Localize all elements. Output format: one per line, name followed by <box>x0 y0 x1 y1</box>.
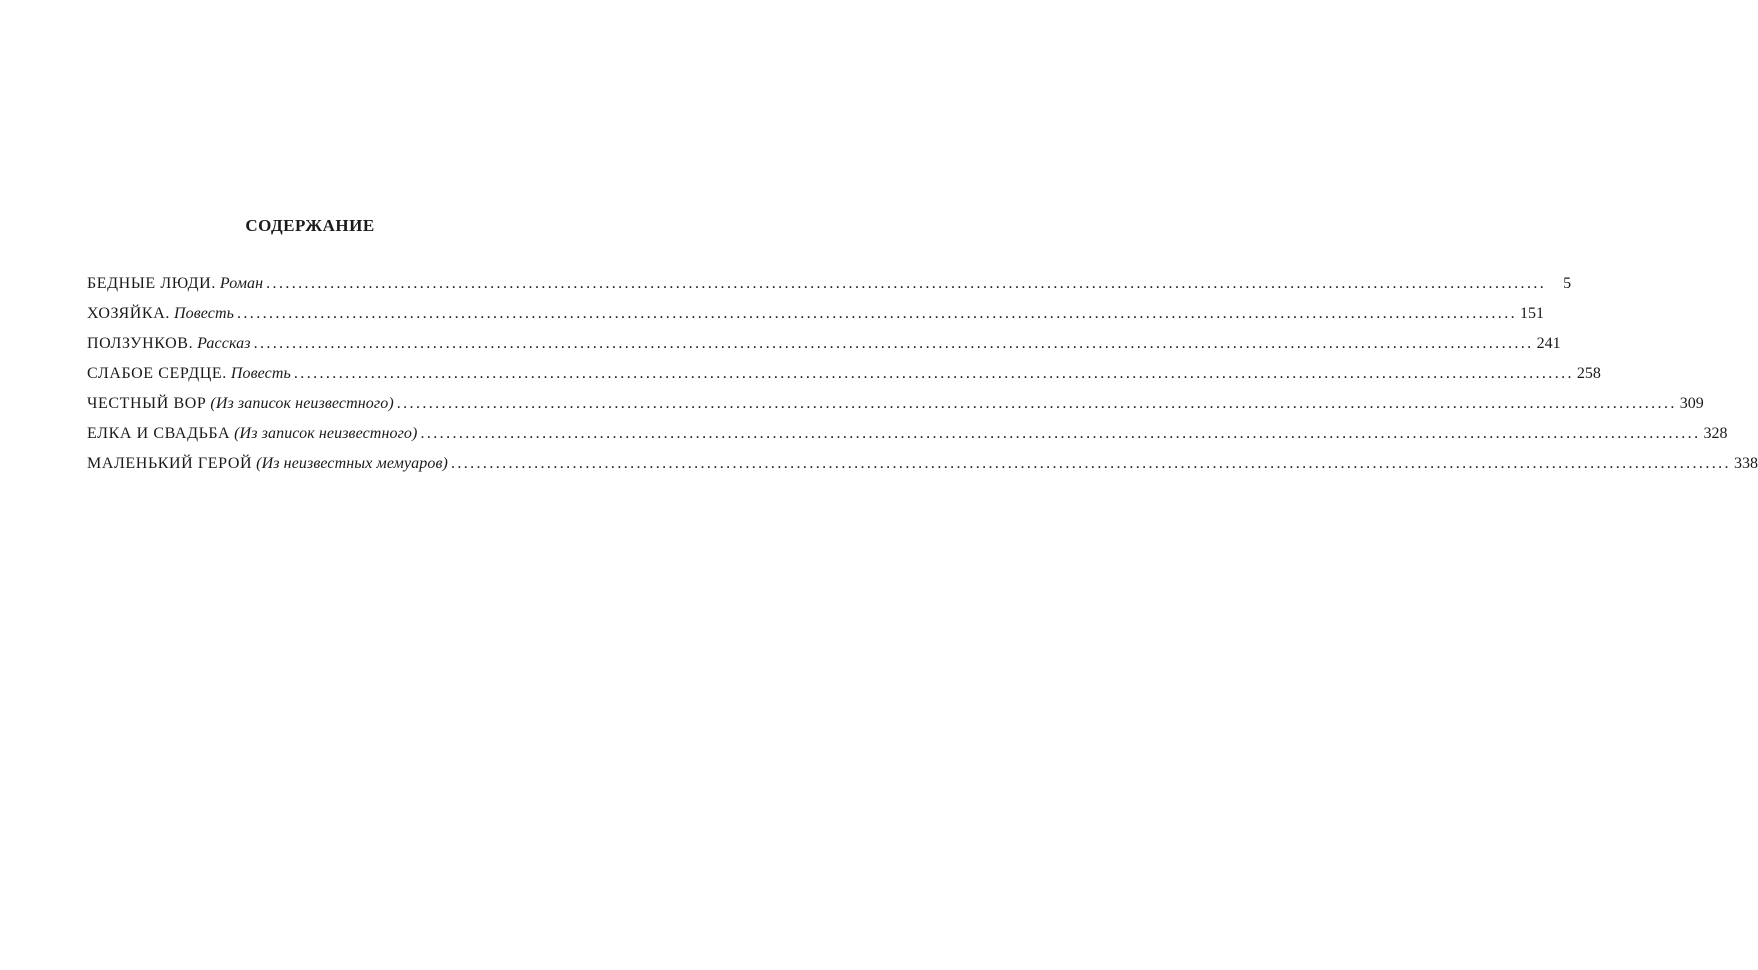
entry-page-number: 338 <box>1733 455 1758 472</box>
toc-entry <box>87 394 1704 424</box>
entry-title: СЛАБОЕ СЕРДЦЕ. <box>87 365 227 382</box>
entry-page-number: 309 <box>1679 395 1704 412</box>
toc-entry <box>87 334 1561 364</box>
dot-leader: ........................................................................................................................................................................................................ <box>396 395 1677 412</box>
entry-title: ПОЛЗУНКОВ. <box>87 335 194 352</box>
entry-page-number: 241 <box>1536 335 1561 352</box>
entry-subtitle: Повесть <box>173 305 234 322</box>
toc-entry <box>87 454 1758 484</box>
entry-subtitle: (Из неизвестных мемуаров) <box>256 455 448 472</box>
entry-title: ЧЕСТНЫЙ ВОР <box>87 395 207 412</box>
entry-title: ХОЗЯЙКА. <box>87 305 170 322</box>
entry-subtitle: Роман <box>219 275 264 292</box>
toc-entry <box>87 304 1544 334</box>
entry-title: ЕЛКА И СВАДЬБА <box>87 425 231 442</box>
toc-list <box>87 274 1758 484</box>
entry-page-number: 151 <box>1520 305 1544 322</box>
dot-leader: ........................................................................................................................................................................................................ <box>450 455 1731 472</box>
entry-subtitle: (Из записок неизвестного) <box>234 425 418 442</box>
entry-subtitle: (Из записок неизвестного) <box>210 395 394 412</box>
entry-subtitle: Рассказ <box>197 335 251 352</box>
toc-entry <box>87 424 1728 454</box>
entry-page-number: 258 <box>1576 365 1601 382</box>
entry-page-number: 5 <box>1563 275 1572 292</box>
dot-leader: ........................................................................................................................................................................................................ <box>237 305 1517 322</box>
dot-leader: ........................................................................................................................................................................................................ <box>293 365 1574 382</box>
toc-entry <box>87 274 1572 304</box>
entry-title: БЕДНЫЕ ЛЮДИ. <box>87 275 216 292</box>
toc-entry <box>87 364 1601 394</box>
dot-leader: ........................................................................................................................................................................................................ <box>266 275 1547 292</box>
entry-subtitle: Повесть <box>230 365 291 382</box>
entry-page-number: 328 <box>1703 425 1728 442</box>
entry-title: МАЛЕНЬКИЙ ГЕРОЙ <box>87 455 253 472</box>
dot-leader: ........................................................................................................................................................................................................ <box>253 335 1534 352</box>
dot-leader: ........................................................................................................................................................................................................ <box>420 425 1701 442</box>
toc-heading: СОДЕРЖАНИЕ <box>245 216 375 235</box>
